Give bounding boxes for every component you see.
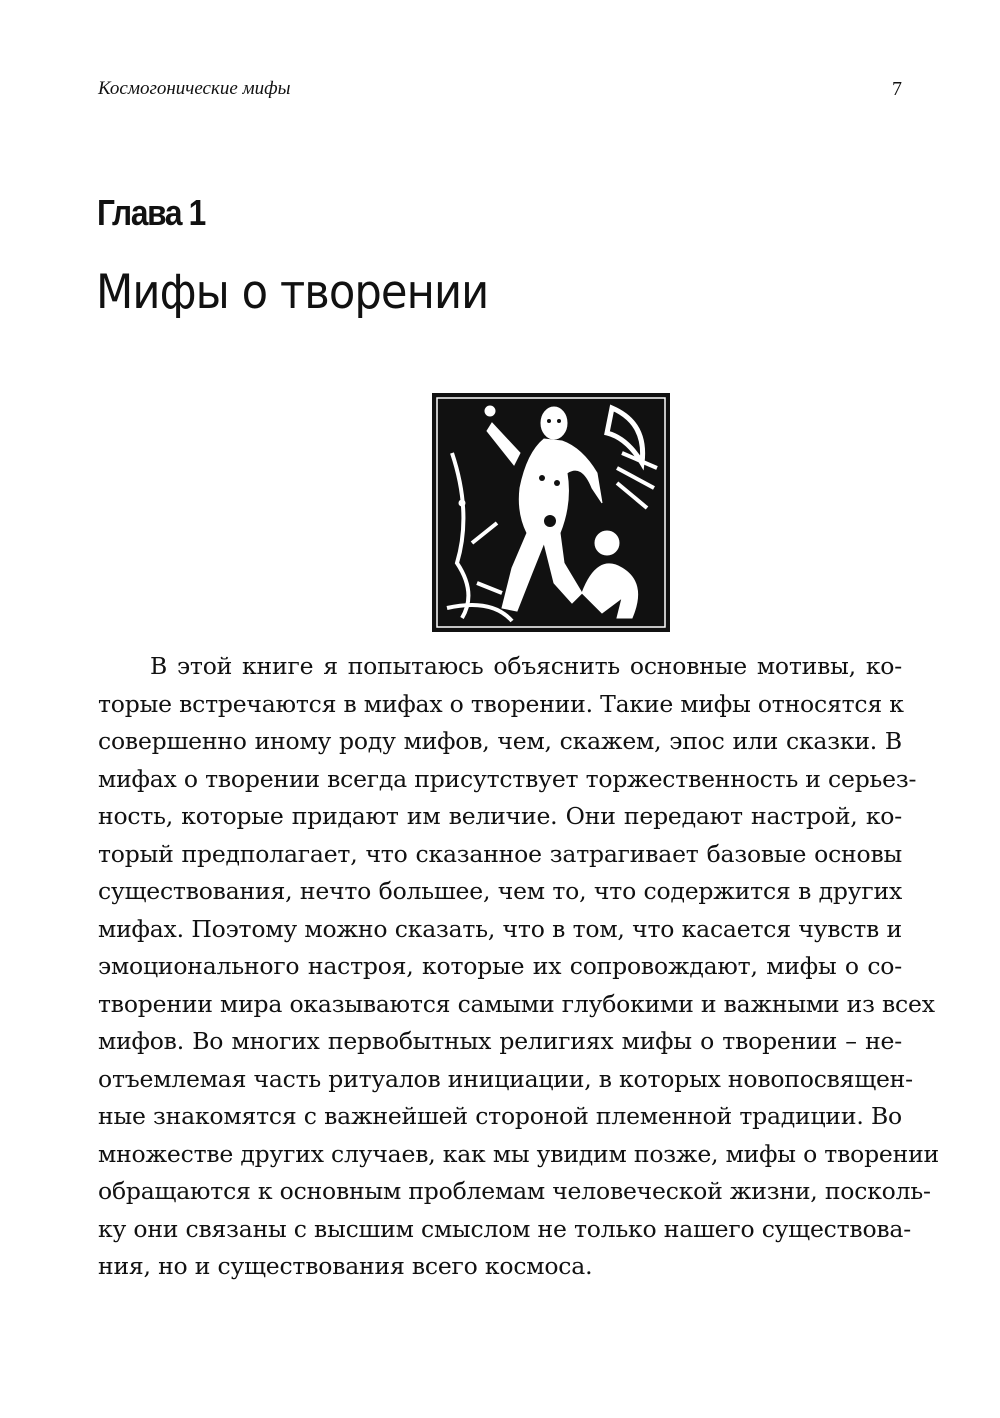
chapter-label: Глава 1 (97, 192, 205, 233)
text-line: множестве других случаев, как мы увидим позже, мифы о творении (98, 1139, 940, 1168)
text-line: торый предполагает, что сказанное затрагивает базовые основы (98, 839, 902, 868)
body-text (98, 648, 940, 1286)
text-line: ные знакомятся с важнейшей стороной племенной традиции. Во (98, 1102, 902, 1130)
chapter-title: Мифы о творении (96, 265, 489, 320)
text-line: мифах. Поэтому можно сказать, что в том, что касается чувств и (98, 914, 902, 943)
page-number: 7 (892, 78, 902, 100)
text-line: творении мира оказываются самыми глубокими и важными из всех (98, 989, 935, 1018)
text-line: ния, но и существования всего космоса. (98, 1252, 593, 1280)
text-line: ку они связаны с высшим смыслом не только нашего существова- (98, 1214, 911, 1243)
woodcut-illustration (432, 393, 670, 632)
text-line: эмоционального настроя, которые их сопровождают, мифы о со- (98, 952, 902, 980)
text-line: отъемлемая часть ритуалов инициации, в которых новопосвящен- (98, 1064, 913, 1093)
text-line: мифов. Во многих первобытных религиях мифы о творении – не- (98, 1027, 902, 1055)
text-line: торые встречаются в мифах о творении. Такие мифы относятся к (98, 689, 904, 718)
text-line: В этой книге я попытаюсь объяснить основные мотивы, ко- (150, 652, 902, 680)
text-line: обращаются к основным проблемам человеческой жизни, посколь- (98, 1177, 931, 1205)
text-line: совершенно иному роду мифов, чем, скажем, эпос или сказки. В (98, 727, 902, 755)
running-header: Космогонические мифы (98, 78, 291, 99)
text-line: мифах о творении всегда присутствует торжественность и серьез- (98, 764, 917, 793)
text-line: ность, которые придают им величие. Они передают настрой, ко- (98, 802, 902, 830)
text-line: существования, нечто большее, чем то, что содержится в других (98, 877, 902, 905)
